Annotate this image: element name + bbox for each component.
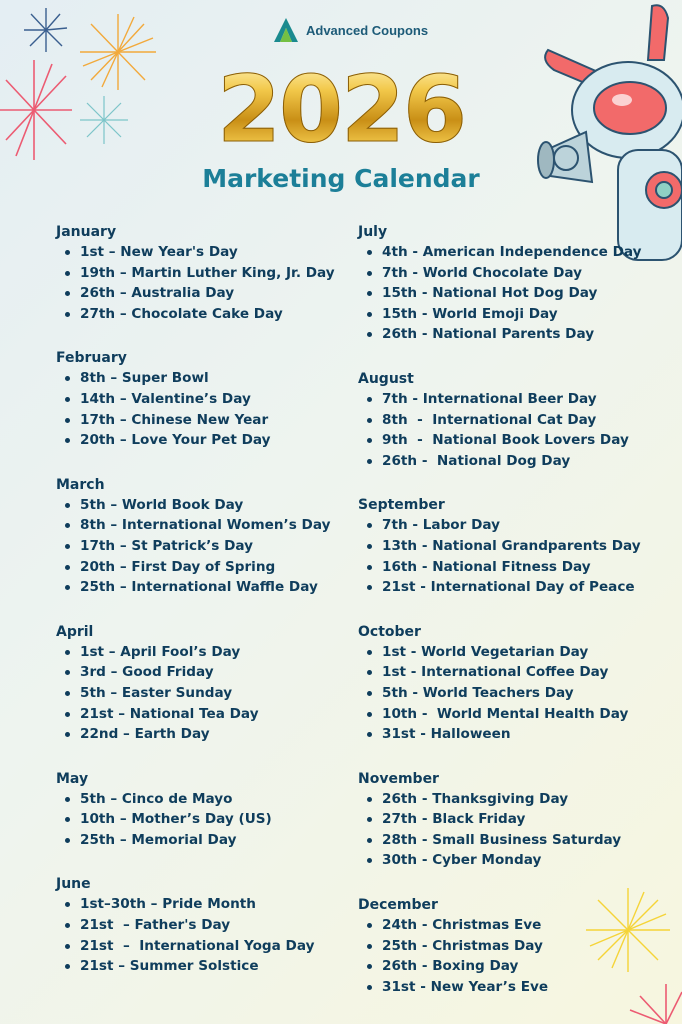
event-item: 3rd – Good Friday bbox=[56, 662, 376, 683]
advanced-coupons-logo-icon bbox=[272, 16, 300, 44]
event-list bbox=[358, 915, 678, 997]
month-section-may bbox=[56, 769, 376, 851]
month-section-october bbox=[358, 622, 678, 745]
event-list bbox=[358, 789, 678, 871]
month-heading: June bbox=[56, 876, 91, 893]
event-item: 17th – St Patrick’s Day bbox=[56, 536, 376, 557]
month-heading: May bbox=[56, 770, 89, 787]
event-item: 28th - Small Business Saturday bbox=[358, 830, 678, 851]
event-list bbox=[358, 642, 678, 745]
event-list bbox=[358, 242, 678, 345]
event-item: 13th - National Grandparents Day bbox=[358, 536, 678, 557]
month-heading: July bbox=[358, 224, 388, 240]
month-section-june bbox=[56, 874, 376, 976]
event-item: 19th – Martin Luther King, Jr. Day bbox=[56, 263, 376, 284]
event-item: 21st – Summer Solstice bbox=[56, 956, 376, 977]
event-item: 5th – Cinco de Mayo bbox=[56, 789, 376, 810]
month-section-november bbox=[358, 769, 678, 871]
event-list bbox=[56, 495, 376, 598]
brand-logo bbox=[272, 16, 428, 44]
event-list bbox=[56, 894, 376, 976]
brand-name: Advanced Coupons bbox=[306, 22, 429, 38]
event-item: 20th – First Day of Spring bbox=[56, 557, 376, 578]
event-item: 10th - World Mental Health Day bbox=[358, 704, 678, 725]
event-item: 30th - Cyber Monday bbox=[358, 850, 678, 871]
event-item: 7th - Labor Day bbox=[358, 515, 678, 536]
month-heading: January bbox=[56, 224, 117, 240]
event-item: 21st – Father's Day bbox=[56, 915, 376, 936]
event-item: 10th – Mother’s Day (US) bbox=[56, 809, 376, 830]
month-section-july bbox=[358, 222, 678, 345]
month-heading: September bbox=[358, 497, 445, 514]
month-heading: August bbox=[358, 370, 414, 387]
month-heading: November bbox=[358, 770, 439, 787]
event-item: 27th - Black Friday bbox=[358, 809, 678, 830]
calendar-column-right bbox=[358, 222, 678, 1003]
event-item: 4th - American Independence Day bbox=[358, 242, 678, 263]
event-item: 26th – Australia Day bbox=[56, 283, 376, 304]
event-item: 5th – World Book Day bbox=[56, 495, 376, 516]
event-item: 24th - Christmas Eve bbox=[358, 915, 678, 936]
event-item: 26th - National Dog Day bbox=[358, 451, 678, 472]
event-item: 26th - Thanksgiving Day bbox=[358, 789, 678, 810]
month-section-january bbox=[56, 222, 376, 324]
event-item: 21st – International Yoga Day bbox=[56, 936, 376, 957]
event-item: 25th – Memorial Day bbox=[56, 830, 376, 851]
event-list bbox=[358, 389, 678, 471]
event-item: 8th - International Cat Day bbox=[358, 410, 678, 431]
event-item: 15th - World Emoji Day bbox=[358, 304, 678, 325]
event-item: 7th - International Beer Day bbox=[358, 389, 678, 410]
event-list bbox=[56, 642, 376, 745]
event-item: 9th - National Book Lovers Day bbox=[358, 430, 678, 451]
event-item: 27th – Chocolate Cake Day bbox=[56, 304, 376, 325]
month-heading: April bbox=[56, 623, 94, 640]
event-item: 5th – Easter Sunday bbox=[56, 683, 376, 704]
month-heading: March bbox=[56, 476, 105, 493]
event-item: 5th - World Teachers Day bbox=[358, 683, 678, 704]
event-item: 25th - Christmas Day bbox=[358, 936, 678, 957]
event-item: 15th - National Hot Dog Day bbox=[358, 283, 678, 304]
event-item: 1st – New Year's Day bbox=[56, 242, 376, 263]
calendar-column-left bbox=[56, 222, 376, 983]
month-heading: October bbox=[358, 623, 421, 640]
event-item: 1st – April Fool’s Day bbox=[56, 642, 376, 663]
year-title: 2026 bbox=[0, 60, 682, 160]
event-item: 31st - Halloween bbox=[358, 724, 678, 745]
event-item: 14th – Valentine’s Day bbox=[56, 389, 376, 410]
event-item: 26th - Boxing Day bbox=[358, 956, 678, 977]
event-item: 20th – Love Your Pet Day bbox=[56, 430, 376, 451]
event-item: 8th – International Women’s Day bbox=[56, 515, 376, 536]
event-list bbox=[56, 242, 376, 324]
event-item: 1st - International Coffee Day bbox=[358, 662, 678, 683]
event-list bbox=[56, 368, 376, 450]
event-list bbox=[358, 515, 678, 597]
month-section-march bbox=[56, 475, 376, 598]
event-item: 21st – National Tea Day bbox=[56, 704, 376, 725]
month-section-december bbox=[358, 895, 678, 997]
month-section-september bbox=[358, 495, 678, 597]
event-item: 22nd – Earth Day bbox=[56, 724, 376, 745]
event-item: 31st - New Year’s Eve bbox=[358, 977, 678, 998]
event-item: 25th – International Waffle Day bbox=[56, 577, 376, 598]
event-item: 1st–30th – Pride Month bbox=[56, 894, 376, 915]
firework-blue-icon bbox=[24, 8, 67, 52]
month-heading: December bbox=[358, 897, 438, 914]
month-section-august bbox=[358, 369, 678, 471]
event-item: 16th - National Fitness Day bbox=[358, 557, 678, 578]
event-item: 26th - National Parents Day bbox=[358, 324, 678, 345]
event-list bbox=[56, 789, 376, 851]
event-item: 8th – Super Bowl bbox=[56, 368, 376, 389]
event-item: 21st - International Day of Peace bbox=[358, 577, 678, 598]
event-item: 7th - World Chocolate Day bbox=[358, 263, 678, 284]
event-item: 17th – Chinese New Year bbox=[56, 410, 376, 431]
event-item: 1st - World Vegetarian Day bbox=[358, 642, 678, 663]
month-heading: February bbox=[56, 350, 127, 367]
month-section-february bbox=[56, 348, 376, 450]
month-section-april bbox=[56, 622, 376, 745]
page-subtitle: Marketing Calendar bbox=[202, 164, 480, 193]
